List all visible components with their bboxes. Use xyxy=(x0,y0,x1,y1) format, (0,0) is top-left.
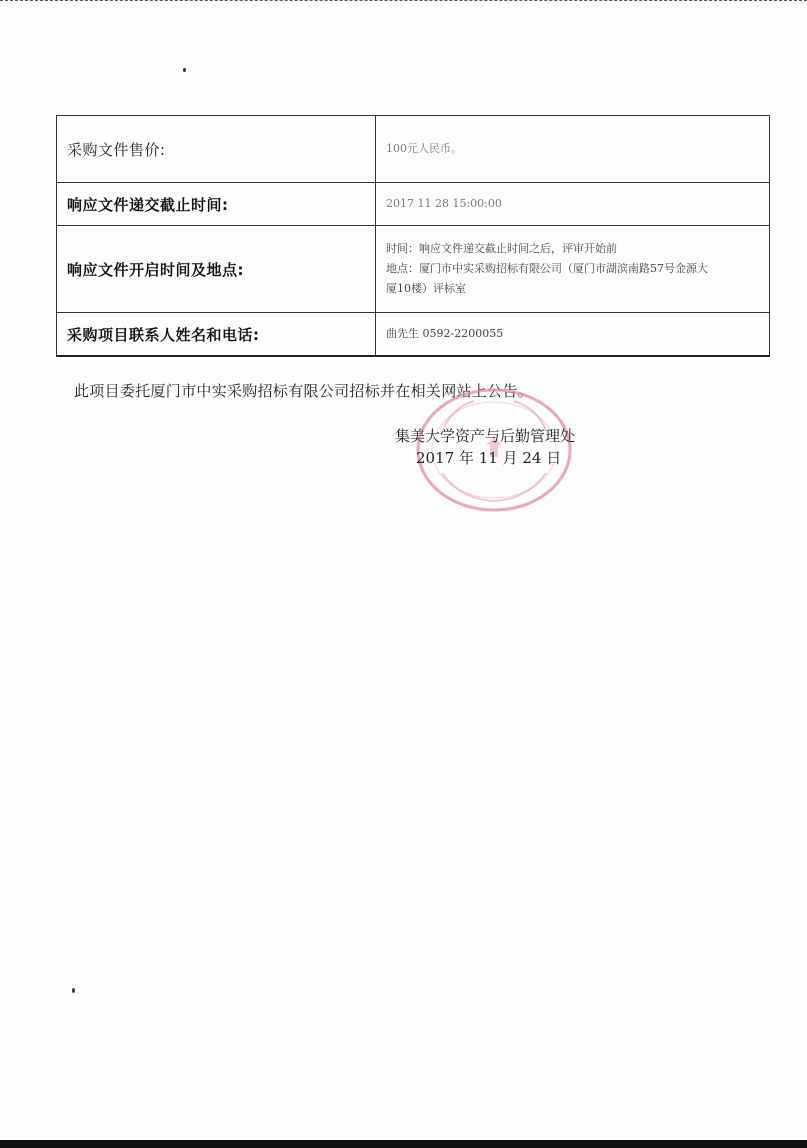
row-label-contact: 采购项目联系人姓名和电话: xyxy=(57,313,376,357)
opening-place-line: 地点：厦门市中实采购招标有限公司（厦门市湖滨南路57号金源大 xyxy=(386,262,708,275)
opening-place-line-cont: 厦10楼）评标室 xyxy=(386,282,466,295)
row-value-price: 100元人民币。 xyxy=(376,116,770,183)
issuing-organization: 集美大学资产与后勤管理处 xyxy=(395,427,576,445)
procurement-info-table xyxy=(56,115,770,357)
row-label-deadline: 响应文件递交截止时间: xyxy=(57,183,376,226)
scan-speck xyxy=(72,988,75,993)
scan-bottom-edge xyxy=(0,1140,807,1148)
issue-date: 2017 年 11 月 24 日 xyxy=(416,449,562,467)
table-row xyxy=(57,313,770,357)
opening-time-line: 时间：响应文件递交截止时间之后，评审开始前 xyxy=(386,242,617,255)
row-value-opening xyxy=(376,226,770,313)
table-row xyxy=(57,183,770,226)
row-label-opening: 响应文件开启时间及地点: xyxy=(57,226,376,313)
scan-top-edge xyxy=(0,0,807,3)
table-row xyxy=(57,226,770,313)
row-value-contact: 曲先生 0592-2200055 xyxy=(376,313,770,357)
row-label-price: 采购文件售价: xyxy=(57,116,376,183)
announcement-note: 此项目委托厦门市中实采购招标有限公司招标并在相关网站上公告。 xyxy=(74,382,534,400)
table-row xyxy=(57,116,770,183)
scan-speck xyxy=(183,68,186,72)
row-value-deadline: 2017 11 28 15:00:00 xyxy=(376,183,770,226)
